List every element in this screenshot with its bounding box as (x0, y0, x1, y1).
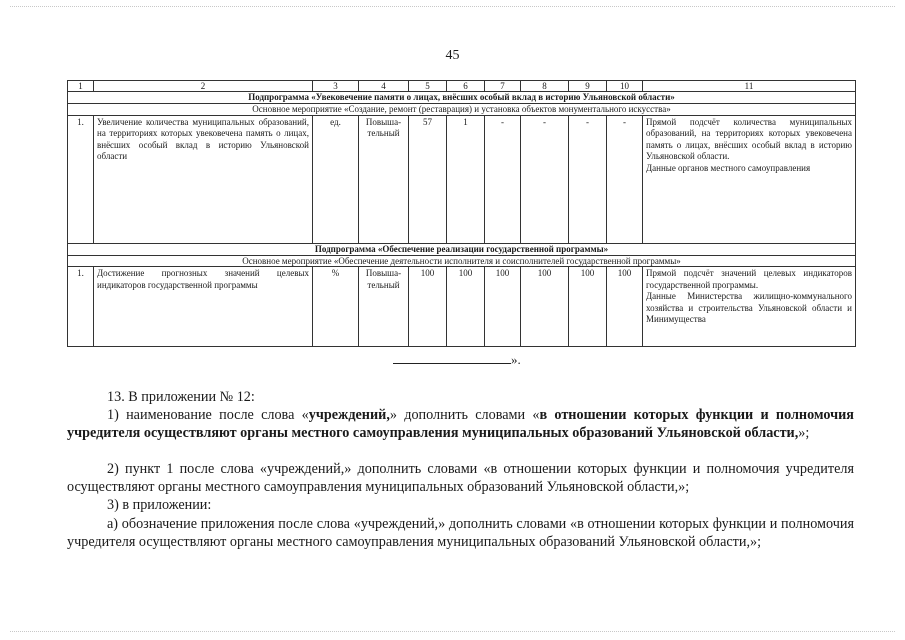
value-cell: - (485, 115, 521, 243)
value-cell: - (569, 115, 607, 243)
calculation-method: Прямой подсчёт количества муниципальных образований, на территориях которых увековечена память о лицах, внёсших особый вклад в историю Ульяновской области. (646, 116, 852, 161)
event-row (68, 104, 856, 116)
row-number: 1. (68, 115, 94, 243)
item-heading: 13. В приложении № 12: (107, 389, 255, 405)
indicator-name: Достижение прогнозных значений целевых индикаторов государственной программы (94, 267, 313, 347)
data-source: Данные органов местного самоуправления (646, 162, 811, 173)
indicators-table (67, 80, 856, 347)
paragraph-text: » дополнить словами « (389, 407, 540, 423)
bold-word: учреждений, (308, 407, 390, 423)
column-number: 9 (569, 81, 607, 92)
method-cell (643, 267, 856, 347)
indicator-type: Повыша-тельный (359, 267, 409, 347)
event-row (68, 255, 856, 267)
paragraph-text: 1) наименование после слова « (107, 407, 309, 423)
value-cell: - (607, 115, 643, 243)
value-cell: 100 (485, 267, 521, 347)
column-number: 7 (485, 81, 521, 92)
unit-cell: % (313, 267, 359, 347)
paragraph-text: »; (798, 425, 810, 442)
table-row (68, 115, 856, 243)
column-number: 10 (607, 81, 643, 92)
column-number: 8 (521, 81, 569, 92)
value-cell: 57 (409, 115, 447, 243)
page-number: 45 (445, 48, 460, 63)
column-number: 5 (409, 81, 447, 92)
column-number: 6 (447, 81, 485, 92)
table-row (68, 267, 856, 347)
value-cell: - (521, 115, 569, 243)
event-title: Основное мероприятие «Обеспечение деятельности исполнителя и соисполнителей государственной программы» (68, 255, 856, 267)
event-title: Основное мероприятие «Создание, ремонт (реставрация) и установка объектов монументального искусства» (68, 104, 856, 116)
amendment-paragraph: а) обозначение приложения после слова «учреждений,» дополнить словами «в отношении которых функции и полномочия учредителя осуществляют органы местного самоуправления муниципальных образований Ульяновской области,»; (67, 516, 854, 551)
closing-mark (393, 352, 521, 368)
value-cell: 100 (521, 267, 569, 347)
subprogram-title: Подпрограмма «Увековечение памяти о лицах, внёсших особый вклад в историю Ульяновской области» (68, 92, 856, 104)
amendment-paragraph: 3) в приложении: (107, 497, 212, 513)
value-cell: 1 (447, 115, 485, 243)
indicator-name: Увеличение количества муниципальных образований, на территориях которых увековечена память о лицах, внёсших особый вклад в историю Ульяновской области (94, 115, 313, 243)
unit-cell: ед. (313, 115, 359, 243)
row-number: 1. (68, 267, 94, 347)
value-cell: 100 (569, 267, 607, 347)
column-number: 2 (94, 81, 313, 92)
method-cell (643, 115, 856, 243)
subprogram-row (68, 243, 856, 255)
calculation-method: Прямой подсчёт значений целевых индикаторов государственной программы. (646, 268, 852, 290)
column-number: 1 (68, 81, 94, 92)
subprogram-title: Подпрограмма «Обеспечение реализации государственной программы» (68, 243, 856, 255)
amendment-paragraph: 2) пункт 1 после слова «учреждений,» дополнить словами «в отношении которых функции и полномочия учредителя осуществляют органы местного самоуправления муниципальных образований Ульяновской области,»; (67, 461, 854, 496)
data-source: Данные Министерства жилищно-коммунального хозяйства и строительства Ульяновской области и Минимущества (646, 291, 852, 324)
value-cell: 100 (607, 267, 643, 347)
bold-insertion: в отношении которых функции и полномочия учредителя осуществляют органы местного самоуправления муниципальных образований Ульяновской области, (67, 407, 854, 442)
subprogram-row (68, 92, 856, 104)
closing-quote: ». (511, 352, 521, 367)
top-edge-line (10, 6, 895, 7)
table-header-row (68, 81, 856, 92)
value-cell: 100 (447, 267, 485, 347)
bottom-edge-line (10, 631, 895, 632)
closing-line (393, 352, 511, 364)
column-number: 11 (643, 81, 856, 92)
value-cell: 100 (409, 267, 447, 347)
indicator-type: Повыша-тельный (359, 115, 409, 243)
column-number: 3 (313, 81, 359, 92)
amendment-paragraph (67, 406, 854, 443)
column-number: 4 (359, 81, 409, 92)
